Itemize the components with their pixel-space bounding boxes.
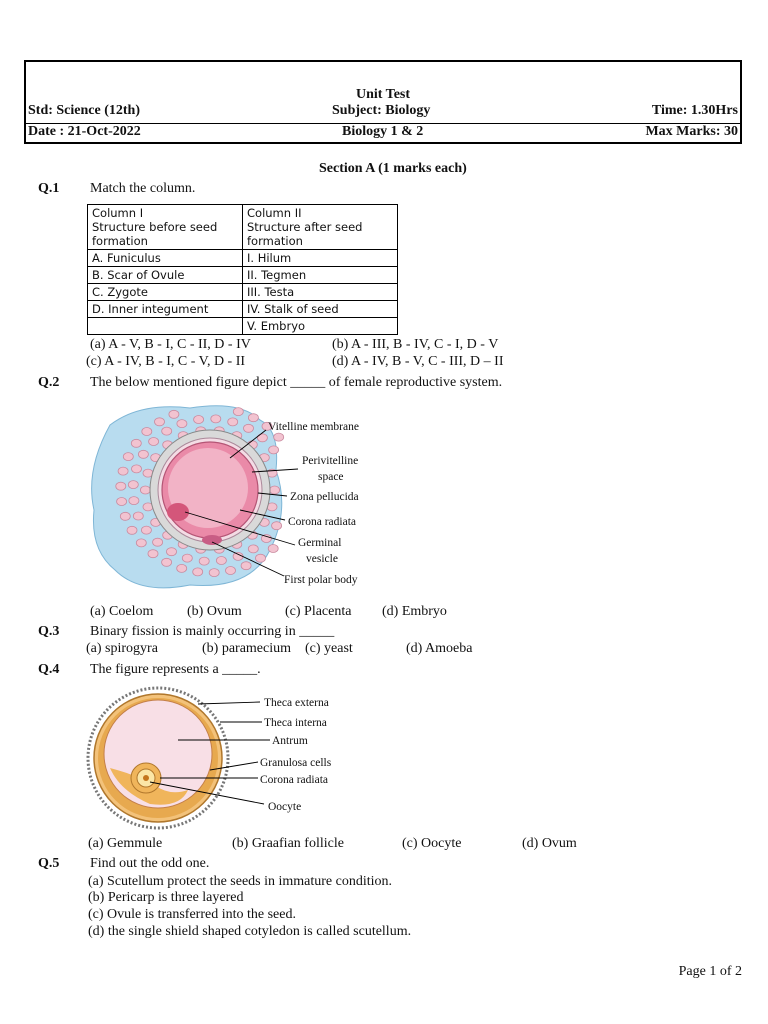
label-zona-pellucida: Zona pellucida [290,491,359,503]
follicle-cell [268,545,278,553]
follicle-cell [149,438,159,446]
label-theca-interna: Theca interna [264,717,327,729]
follicle-cell [155,418,165,426]
q3-option-b: (b) paramecium [202,641,292,656]
follicle-cell [148,550,158,558]
follicle-cell [211,415,221,423]
q5-option-d: (d) the single shield shaped cotyledon is called scutellum. [88,924,412,939]
section-title: Section A (1 marks each) [319,161,467,176]
table-row [88,301,398,318]
q1-option-a: (a) A - V, B - I, C - II, D - IV [90,337,251,352]
table-cell: V. Embryo [243,318,398,335]
table-cell [88,318,243,335]
table-cell: III. Testa [243,284,398,301]
col1-subheading: Structure before seed [92,220,218,234]
follicle-cell [270,486,280,494]
table-cell: C. Zygote [88,284,243,301]
label-vesicle: vesicle [306,553,338,565]
follicle-cell [116,482,126,490]
label-corona-radiata: Corona radiata [288,516,357,528]
q3-option-c: (c) yeast [305,641,353,656]
follicle-cell [132,465,142,473]
q3-number: Q.3 [38,624,60,639]
follicle-cell [248,545,258,553]
follicle-cell [169,410,179,418]
follicle-cell [138,450,148,458]
q3-option-d: (d) Amoeba [406,641,473,656]
label-vitelline-membrane: Vitelline membrane [268,421,359,433]
q4-option-a: (a) Gemmule [88,836,163,851]
header-box [24,60,742,144]
q1-option-c: (c) A - IV, B - I, C - V, D - II [86,354,246,369]
follicle-cell [194,416,204,424]
oocyte-nucleus [143,775,149,781]
col1-subheading-cont: formation [92,234,148,248]
follicle-cell [120,512,130,520]
follicle-cell [233,408,243,416]
table-cell: IV. Stalk of seed [243,301,398,318]
table-row [88,267,398,284]
follicle-cell [182,554,192,562]
follicle-cell [228,418,238,426]
q1-number: Q.1 [38,181,60,196]
table-header-row [88,205,398,250]
col2-subheading: Structure after seed [247,220,363,234]
match-table [87,204,398,335]
time-label: Time: 1.30Hrs [651,103,738,118]
q4-number: Q.4 [38,662,60,677]
table-cell: A. Funiculus [88,250,243,267]
table-cell: II. Tegmen [243,267,398,284]
page-number: Page 1 of 2 [678,964,742,979]
date-label: Date : 21-Oct-2022 [28,124,141,139]
follicle-cell [118,467,128,475]
follicle-cell [162,427,172,435]
follicle-cell [129,497,139,505]
follicle-cell [133,512,143,520]
follicle-cell [167,548,177,556]
q5-number: Q.5 [38,856,60,871]
label-antrum: Antrum [272,735,308,747]
q1-option-d: (d) A - IV, B - V, C - III, D – II [332,354,504,369]
test-title: Unit Test [355,87,411,102]
follicle-cell [177,420,187,428]
follicle-cell [241,562,251,570]
follicle-cell [199,557,209,565]
label-first-polar-body: First polar body [284,574,358,586]
follicle-cell [128,481,138,489]
q4-text: The figure represents a _____. [90,662,261,677]
follicle-cell [193,568,203,576]
follicle-cell [141,526,151,534]
q2-option-b: (b) Ovum [187,604,242,619]
follicle-cell [274,433,284,441]
ovum-figure [80,400,390,598]
q2-option-c: (c) Placenta [285,604,352,619]
follicle-cell [153,538,163,546]
table-row [88,318,398,335]
table-row [88,250,398,267]
label-germinal: Germinal [298,537,342,549]
follicle-cell [272,522,282,530]
q1-option-b: (b) A - III, B - IV, C - I, D - V [332,337,499,352]
col2-heading: Column II [247,206,302,220]
follicle-cell [216,557,226,565]
q2-option-d: (d) Embryo [382,604,447,619]
table-cell: D. Inner integument [88,301,243,318]
q4-option-d: (d) Ovum [522,836,577,851]
follicle-cell [269,446,279,454]
q5-option-c: (c) Ovule is transferred into the seed. [88,907,296,922]
follicle-cell [248,414,258,422]
follicle-cell [136,539,146,547]
follicle-cell [244,424,254,432]
label-oocyte: Oocyte [268,801,302,813]
q4-option-c: (c) Oocyte [402,836,462,851]
col1-heading: Column I [92,206,144,220]
label-corona-radiata: Corona radiata [260,774,329,786]
table-row [88,284,398,301]
table-header-col1 [88,205,243,250]
graafian-follicle-figure [80,686,370,830]
label-theca-externa: Theca externa [264,697,329,709]
follicle-cell [127,526,137,534]
table-cell: I. Hilum [243,250,398,267]
q1-text: Match the column. [90,181,196,196]
follicle-cell [209,569,219,577]
q2-text: The below mentioned figure depict _____ of female reproductive system. [90,375,503,390]
q4-option-b: (b) Graafian follicle [232,836,344,851]
follicle-cell [117,498,127,506]
table-header-col2 [243,205,398,250]
label-space: space [318,471,344,483]
label-perivitelline: Perivitelline [302,455,359,467]
first-polar-body [202,535,222,545]
follicle-cell [177,564,187,572]
follicle-cell [256,554,266,562]
q5-option-a: (a) Scutellum protect the seeds in immature condition. [88,874,393,889]
follicle-cell [226,567,236,575]
col2-subheading-cont: formation [247,234,303,248]
follicle-cell [140,486,150,494]
follicle-cell [131,439,141,447]
table-cell: B. Scar of Ovule [88,267,243,284]
label-granulosa-cells: Granulosa cells [260,757,332,769]
q2-number: Q.2 [38,375,60,390]
follicle-cell [123,453,133,461]
paper-label: Biology 1 & 2 [342,124,424,139]
q3-text: Binary fission is mainly occurring in _____ [90,624,335,639]
q5-option-b: (b) Pericarp is three layered [88,890,244,905]
follicle-cell [142,428,152,436]
marks-label: Max Marks: 30 [645,124,738,139]
follicle-cell [162,558,172,566]
q3-option-a: (a) spirogyra [86,641,158,656]
q5-text: Find out the odd one. [90,856,210,871]
q2-option-a: (a) Coelom [90,604,154,619]
subject-label: Subject: Biology [332,103,431,118]
std-label: Std: Science (12th) [28,103,140,118]
